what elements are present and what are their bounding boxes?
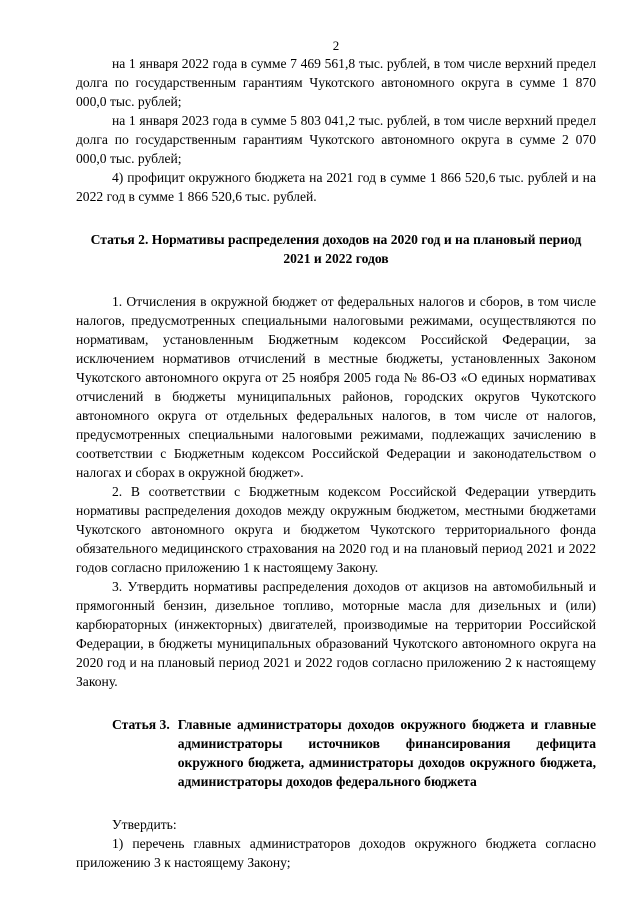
spacer [76,206,596,230]
article-3-paragraph-approve: Утвердить: [112,817,177,832]
spacer [76,268,596,292]
page-number: 2 [332,38,340,53]
article-2-paragraph-2: 2. В соответствии с Бюджетным кодексом Российской Федерации утвердить нормативы распределения доходов между окружным бюджетом, местными бюджетами Чукотского автономного округа и бюджетом Чукотского территориального фонда обязательного медицинского страхования на 2020 год и на плановый период 2021 и 2022 годов согласно приложению 1 к настоящему Закону. [76,484,596,575]
spacer [76,691,596,715]
spacer [76,791,596,815]
article-3-title: Главные администраторы доходов окружного бюджета и главные администраторы источников финансирования дефицита окружного бюджета, администраторы доходов окружного бюджета, администраторы доходов федерального бюджета [177,717,596,789]
paragraph-surplus: 4) профицит окружного бюджета на 2021 год в сумме 1 866 520,6 тыс. рублей и на 2022 год в сумме 1 866 520,6 тыс. рублей. [76,170,596,204]
article-3-label: Статья 3. [112,717,170,732]
document-body [76,54,596,872]
article-2-paragraph-3: 3. Утвердить нормативы распределения доходов от акцизов на автомобильный и прямогонный бензин, дизельное топливо, моторные масла для дизельных и (или) карбюраторных (инжекторных) двигателей, производимые на территории Российской Федерации, в бюджеты муниципальных образований Чукотского автономного округа на 2020 год и на плановый период 2021 и 2022 годов согласно приложению 2 к настоящему Закону. [76,579,596,689]
paragraph-debt-2023: на 1 января 2023 года в сумме 5 803 041,2 тыс. рублей, в том числе верхний предел долга по государственным гарантиям Чукотского автономного округа в сумме 2 070 000,0 тыс. рублей; [76,113,596,166]
article-3-heading [76,715,596,791]
article-2-paragraph-1: 1. Отчисления в окружной бюджет от федеральных налогов и сборов, в том числе налогов, предусмотренных специальными налоговыми режимами, осуществляются по нормативам, установленным Бюджетным кодексом Российской Федерации, за исключением нормативов отчислений в местные бюджеты, установленных Законом Чукотского автономного округа от 25 ноября 2005 года № 86-ОЗ «О единых нормативах отчислений в бюджеты муниципальных районов, городских округов Чукотского автономного округа от отдельных федеральных налогов, в том числе от налогов, предусмотренных специальными налоговыми режимами, подлежащих зачислению в соответствии с Бюджетным кодексом Российской Федерации и законодательством о налогах и сборах в окружной бюджет». [76,294,596,480]
paragraph-debt-2022: на 1 января 2022 года в сумме 7 469 561,8 тыс. рублей, в том числе верхний предел долга по государственным гарантиям Чукотского автономного округа в сумме 1 870 000,0 тыс. рублей; [76,56,596,109]
article-3-paragraph-1: 1) перечень главных администраторов доходов окружного бюджета согласно приложению 3 к настоящему Закону; [76,836,596,870]
article-2-heading: Статья 2. Нормативы распределения доходов на 2020 год и на плановый период 2021 и 2022 годов [90,232,582,266]
